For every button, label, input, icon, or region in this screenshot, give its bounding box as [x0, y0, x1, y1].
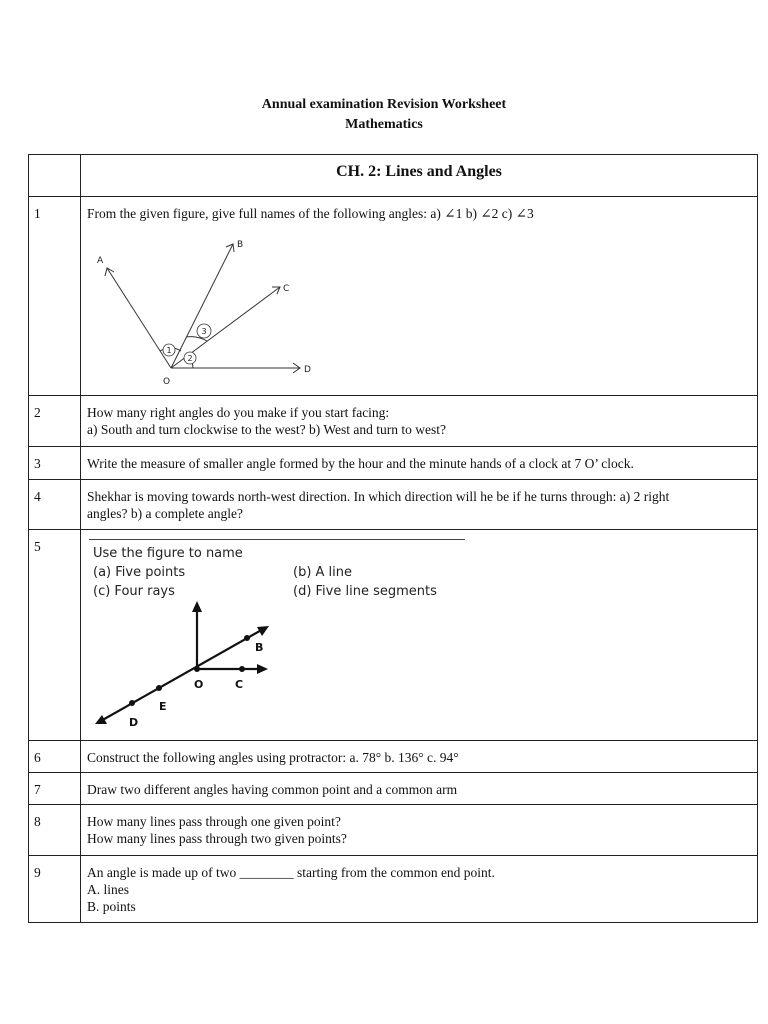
question-text: Write the measure of smaller angle formed by the hour and the minute hands of a clock at 7 O’ clock. — [87, 456, 634, 471]
label-b: B — [237, 240, 244, 250]
item-a-line: (b) A line — [293, 565, 353, 580]
question-text: Draw two different angles having common point and a common arm — [87, 782, 458, 797]
line-db — [99, 628, 265, 722]
question-row-5 — [29, 530, 758, 741]
question-row-7 — [29, 773, 758, 805]
question-text: How many lines pass through one given point? — [87, 814, 341, 829]
question-text: angles? b) a complete angle? — [87, 506, 243, 521]
question-body — [81, 197, 758, 396]
question-body — [81, 396, 758, 447]
question-number: 5 — [29, 530, 81, 741]
question-row-3 — [29, 447, 758, 480]
ray-oa — [107, 268, 171, 368]
question-number: 3 — [29, 447, 81, 480]
question-number: 1 — [29, 197, 81, 396]
question-body — [81, 805, 758, 856]
question-body — [81, 447, 758, 480]
question-text: Construct the following angles using protractor: a. 78° b. 136° c. 94° — [87, 750, 459, 765]
label-o: O — [194, 678, 204, 691]
table-header-row — [29, 155, 758, 197]
label-d: D — [304, 365, 311, 375]
question-text: How many right angles do you make if you start facing: — [87, 405, 390, 420]
ray-ob — [171, 244, 233, 368]
label-e: E — [159, 700, 167, 713]
question-body — [81, 773, 758, 805]
label-angle-3: 3 — [201, 327, 207, 336]
header-blank-cell — [29, 155, 81, 197]
worksheet-header — [0, 95, 768, 135]
figure-heading: Use the figure to name — [93, 546, 243, 561]
question-number: 7 — [29, 773, 81, 805]
worksheet-title: Annual examination Revision Worksheet — [261, 97, 507, 112]
question-row-9 — [29, 856, 758, 923]
question-text: a) South and turn clockwise to the west? b) West and turn to west? — [87, 422, 446, 437]
question-text: An angle is made up of two ________ starting from the common end point. — [87, 865, 495, 880]
question-body — [81, 741, 758, 773]
question-text: From the given figure, give full names of the following angles: a) ∠1 b) ∠2 c) ∠3 — [87, 206, 534, 221]
question-body — [81, 856, 758, 923]
label-c: C — [283, 284, 290, 294]
question-body — [81, 480, 758, 530]
label-c: C — [235, 678, 244, 691]
question-row-4 — [29, 480, 758, 530]
label-d: D — [129, 716, 139, 729]
question-body — [81, 530, 758, 741]
option-a: A. lines — [87, 882, 129, 897]
worksheet-subject: Mathematics — [345, 117, 423, 132]
figure-top-rule — [89, 539, 465, 540]
angles-figure — [87, 230, 347, 395]
question-row-8 — [29, 805, 758, 856]
label-o: O — [163, 377, 171, 387]
question-number: 9 — [29, 856, 81, 923]
question-number: 6 — [29, 741, 81, 773]
option-b: B. points — [87, 899, 136, 914]
question-text: How many lines pass through two given points? — [87, 831, 347, 846]
item-five-points: (a) Five points — [93, 565, 186, 580]
question-row-2 — [29, 396, 758, 447]
item-five-line-segments: (d) Five line segments — [293, 584, 437, 599]
question-row-6 — [29, 741, 758, 773]
line-figure — [87, 596, 287, 736]
question-number: 8 — [29, 805, 81, 856]
label-angle-2: 2 — [187, 354, 193, 363]
questions-table — [28, 154, 758, 923]
question-row-1 — [29, 197, 758, 396]
question-text: Shekhar is moving towards north-west direction. In which direction will he be if he turns through: a) 2 right — [87, 489, 670, 504]
label-a: A — [97, 256, 104, 266]
label-angle-1: 1 — [166, 346, 172, 355]
item-four-rays: (c) Four rays — [93, 584, 175, 599]
label-b: B — [255, 641, 264, 654]
question-number: 4 — [29, 480, 81, 530]
chapter-title: CH. 2: Lines and Angles — [81, 155, 758, 197]
question-number: 2 — [29, 396, 81, 447]
